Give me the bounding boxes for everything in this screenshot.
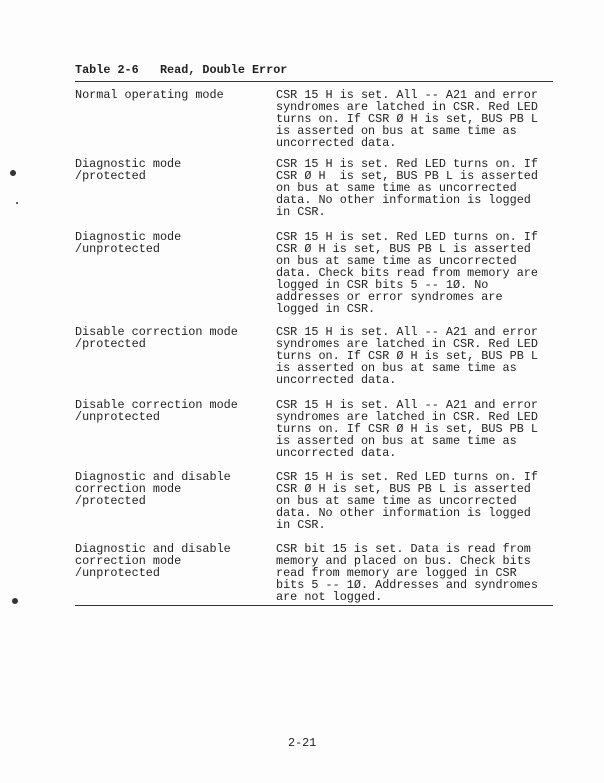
table-top-rule bbox=[75, 81, 553, 82]
mode-cell: Diagnostic and disable correction mode /unprotected bbox=[75, 542, 231, 580]
punch-hole-mark bbox=[12, 598, 18, 604]
punch-hole-mark bbox=[10, 170, 16, 176]
mode-cell: Diagnostic and disable correction mode /protected bbox=[75, 470, 231, 508]
description-cell: CSR bit 15 is set. Data is read from memory and placed on bus. Check bits read from memory are logged in CSR bits 5 -- 1Ø. Addresses and syndromes are not logged. bbox=[276, 542, 538, 604]
mode-cell: Disable correction mode /unprotected bbox=[75, 398, 238, 424]
scan-speck bbox=[16, 202, 18, 204]
mode-cell: Disable correction mode /protected bbox=[75, 325, 238, 351]
page-number: 2-21 bbox=[288, 736, 317, 750]
description-cell: CSR 15 H is set. All -- A21 and error syndromes are latched in CSR. Red LED turns on. If CSR Ø H is set, BUS PB L is asserted on bus at same time as uncorrected data. bbox=[276, 398, 538, 460]
mode-cell: Normal operating mode bbox=[75, 88, 224, 102]
table-title: Table 2-6 Read, Double Error bbox=[75, 63, 288, 77]
mode-cell: Diagnostic mode /protected bbox=[75, 157, 182, 183]
description-cell: CSR 15 H is set. Red LED turns on. If CSR Ø H is set, BUS PB L is asserted on bus at same time as uncorrected data. No other information is logged in CSR. bbox=[276, 157, 538, 219]
mode-cell: Diagnostic mode /unprotected bbox=[75, 230, 182, 256]
table-bottom-rule bbox=[75, 605, 553, 606]
description-cell: CSR 15 H is set. Red LED turns on. If CSR Ø H is set, BUS PB L is asserted on bus at same time as uncorrected data. No other information is logged in CSR. bbox=[276, 470, 538, 532]
description-cell: CSR 15 H is set. All -- A21 and error syndromes are latched in CSR. Red LED turns on. If CSR Ø H is set, BUS PB L is asserted on bus at same time as uncorrected data. bbox=[276, 325, 538, 387]
description-cell: CSR 15 H is set. All -- A21 and error syndromes are latched in CSR. Red LED turns on. If CSR Ø H is set, BUS PB L is asserted on bus at same time as uncorrected data. bbox=[276, 88, 538, 150]
description-cell: CSR 15 H is set. Red LED turns on. If CSR Ø H is set, BUS PB L is asserted on bus at same time as uncorrected data. Check bits read from memory are logged in CSR bits 5 -- 1Ø. No addresses or error syndromes are logged in CSR. bbox=[276, 230, 538, 316]
